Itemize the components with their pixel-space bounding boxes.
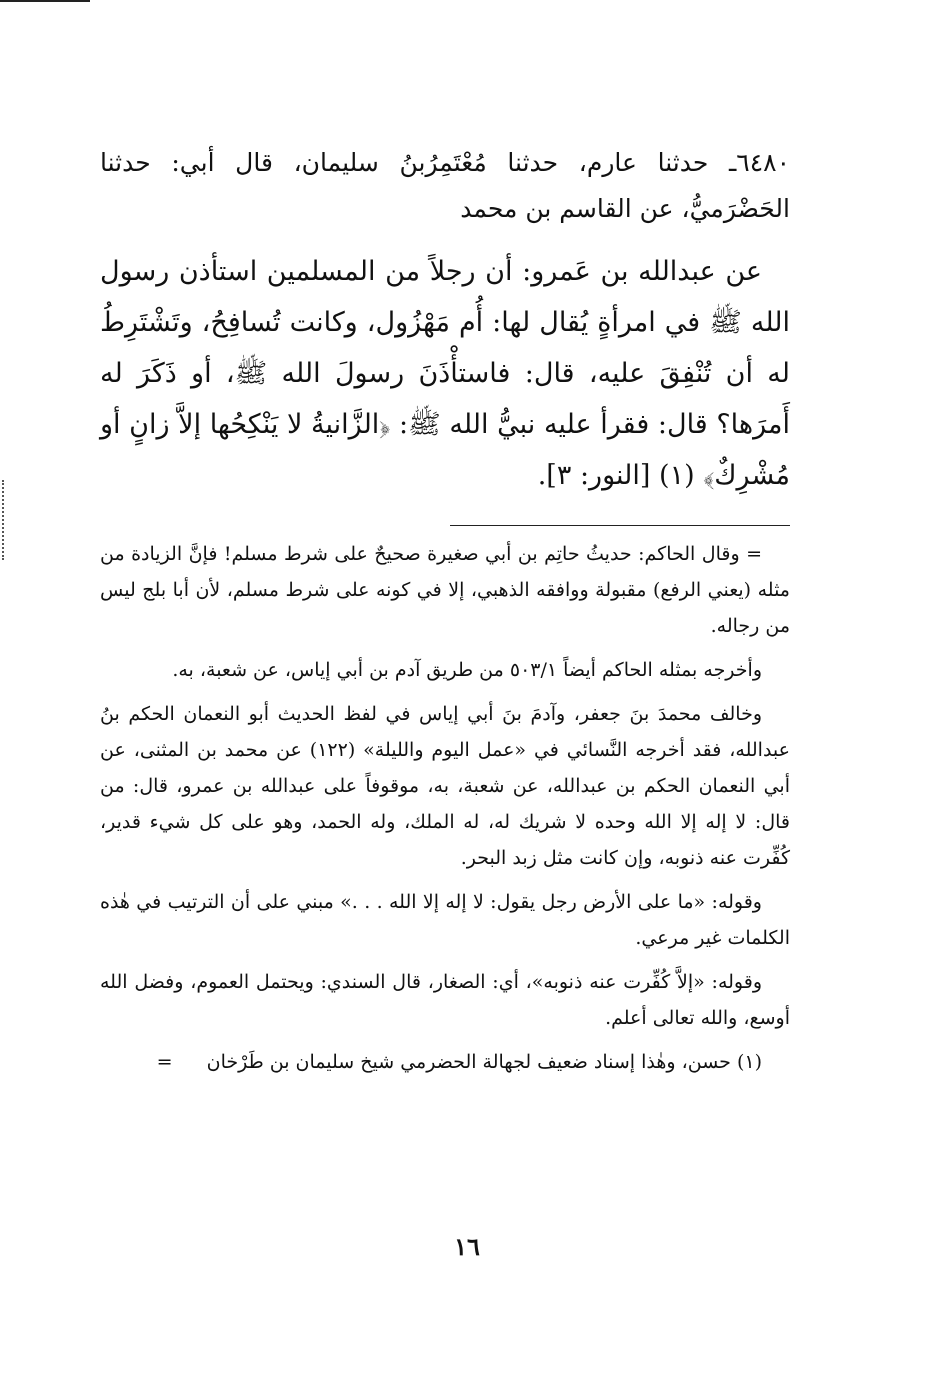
top-rule	[0, 0, 90, 2]
footnote-separator	[450, 525, 790, 526]
hadith-chain: ٦٤٨٠ـ حدثنا عارم، حدثنا مُعْتَمِرُبنُ سليمان، قال أبي: حدثنا الحَضْرَميُّ، عن القاسم بن محمد	[100, 148, 790, 223]
footnote-paragraph: = وقال الحاكم: حديثُ حاتِم بن أبي صغيرة صحيحٌ على شرط مسلم! فإنَّ الزيادة من مثله (يعني الرفع) مقبولة ووافقه الذهبي، إلا في كونه على شرط مسلم، لأن أبا بلج ليس من رجاله.	[100, 543, 790, 637]
footnote-paragraph: وقوله: «ما على الأرض رجل يقول: لا إله إلا الله . . .» مبني على أن الترتيب في هٰذه الكلمات غير مرعي.	[100, 891, 790, 949]
binding-marks	[2, 480, 8, 560]
footnote-paragraph: وأخرجه بمثله الحاكم أيضاً ٥٠٣/١ من طريق آدم بن أبي إياس، عن شعبة، به.	[172, 659, 762, 681]
footnote-paragraph: وقوله: «إلاَّ كُفِّرت عنه ذنوبه»، أي: الصغار، قال السندي: ويحتمل العموم، وفضل الله أوسع، والله تعالى أعلم.	[100, 971, 790, 1029]
page-number: ١٦	[454, 1232, 480, 1261]
footnote-paragraph: وخالف محمدَ بنَ جعفر، وآدمَ بنَ أبي إياس في لفظ الحديث أبو النعمان الحكم بنُ عبدالله، فقد أخرجه النَّسائي في «عمل اليوم والليلة» (١٢٢) عن محمد بن المثنى، عن أبي النعمان الحكم بن عبدالله، عن شعبة، به، موقوفاً على عبدالله بن عمرو، قال: من قال: لا إله إلا الله وحده لا شريك له، له الملك، وله الحمد، وهو على كل شيء قدير، كُفِّرت عنه ذنوبه، وإن كانت مثل زبد البحر.	[100, 703, 790, 869]
hadith-text: عن عبدالله بن عَمرو: أن رجلاً من المسلمين استأذن رسول الله ﷺ في امرأةٍ يُقال لها: أُم مَهْزُول، وكانت تُسافِحُ، وتَشْتَرِطُ له أن تُنْفِقَ عليه، قال: فاستأْذَنَ رسولَ الله ﷺ، أو ذَكَرَ له أَمرَها؟ قال: فقرأ عليه نبيُّ الله ﷺ: ﴿الزَّانيةُ لا يَنْكِحُها إلاَّ زانٍ أو مُشْرِكٌ﴾ (١) [النور: ٣].	[100, 256, 790, 491]
footnote-1-text: (١) حسن، وهٰذا إسناد ضعيف لجهالة الحضرمي شيخ سليمان بن طَرْخان	[206, 1051, 762, 1073]
footnote-1	[100, 1044, 790, 1080]
continuation-mark: =	[156, 1051, 173, 1073]
footnotes	[100, 536, 790, 1080]
document-page	[100, 140, 790, 1088]
